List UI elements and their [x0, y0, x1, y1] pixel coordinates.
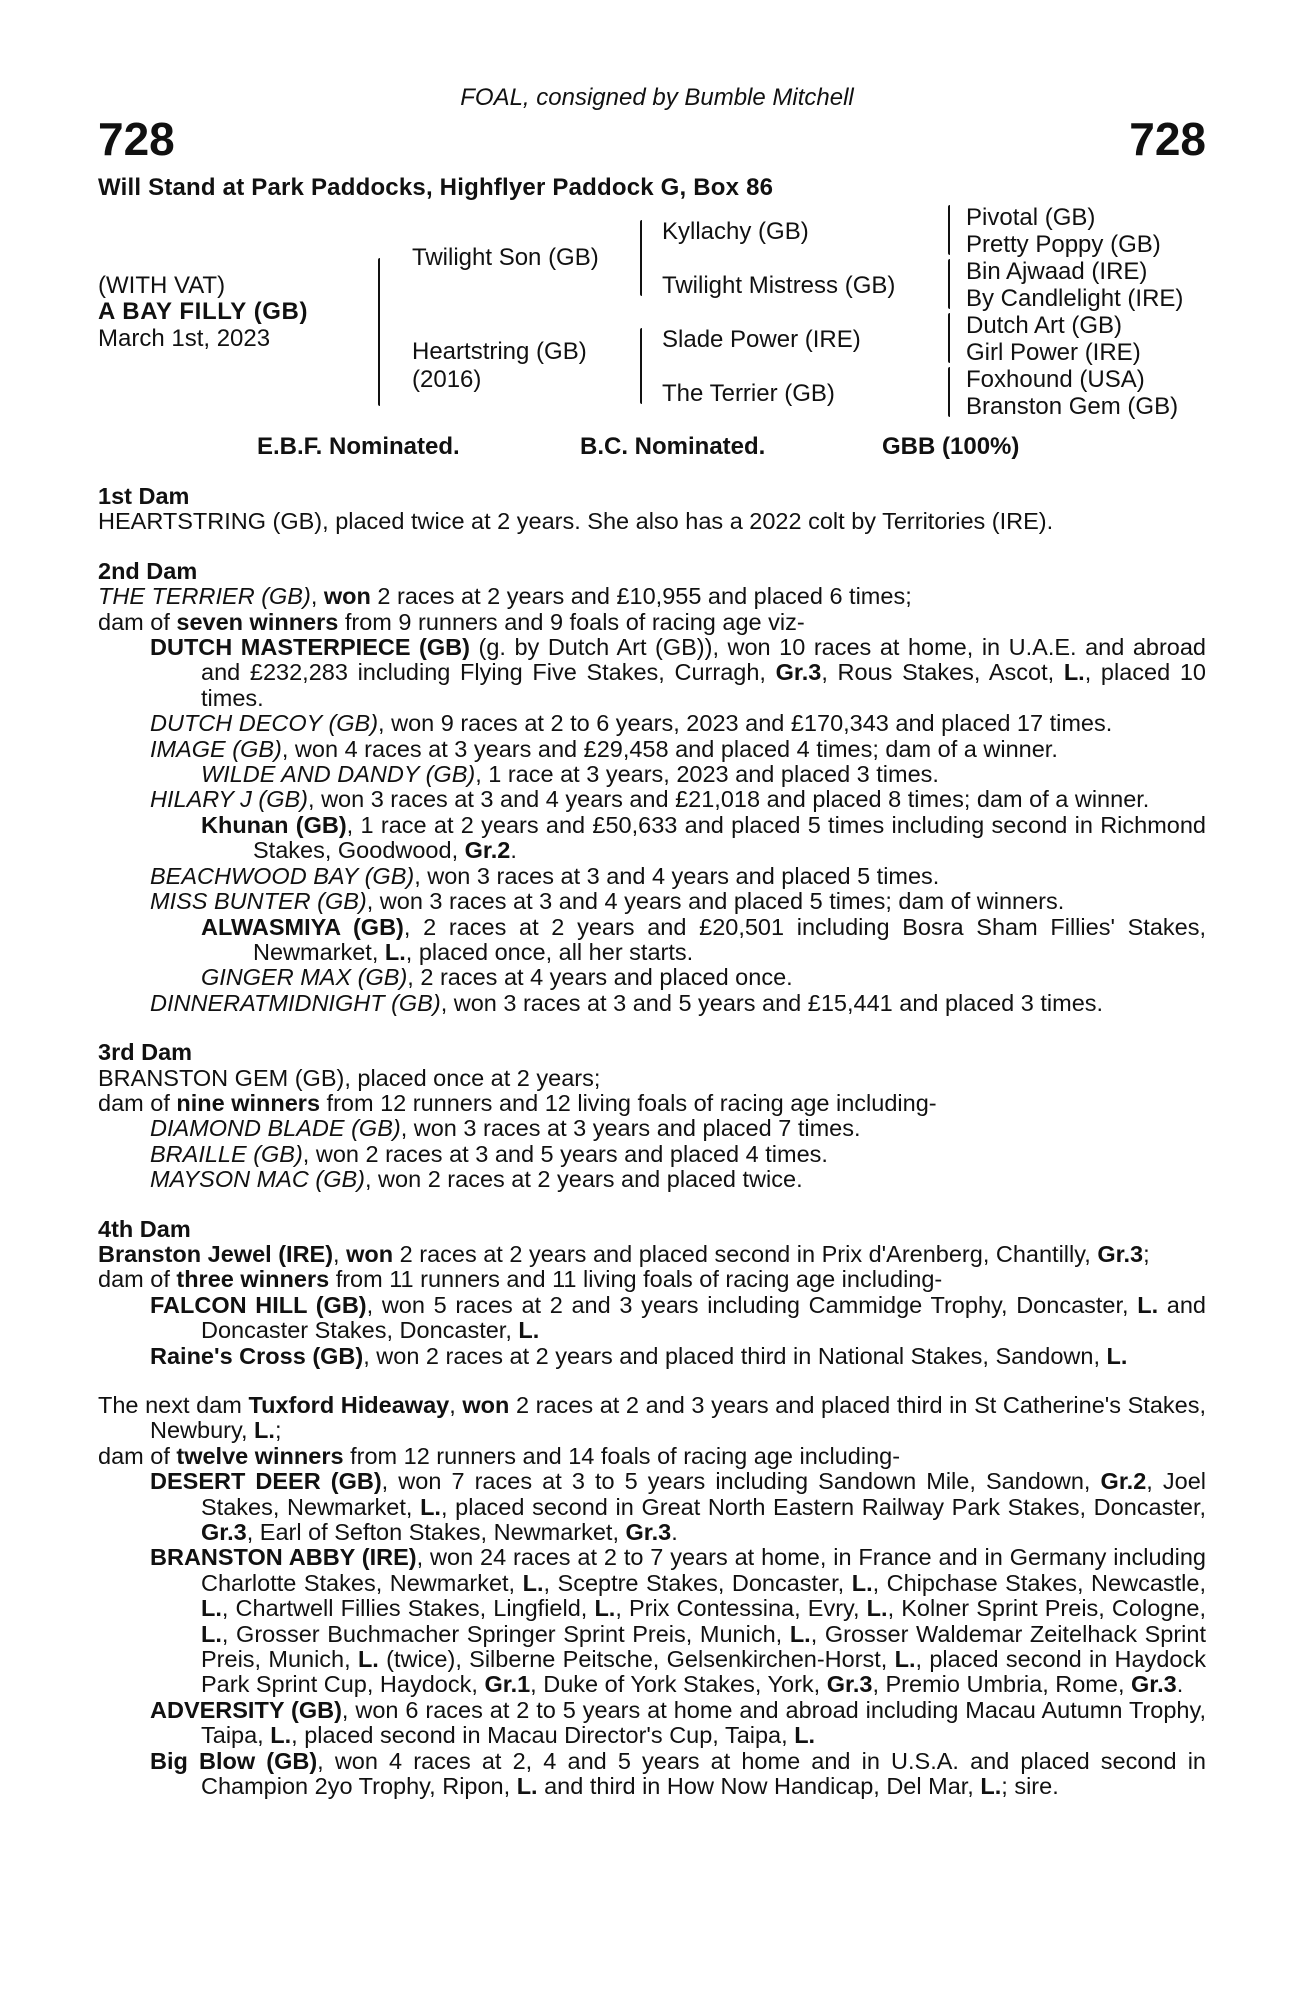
ancestor-sdd: By Candlelight (IRE): [966, 285, 1184, 312]
gbb-label: GBB (100%): [882, 433, 1020, 460]
produce-entry: ADVERSITY (GB), won 6 races at 2 to 5 years at home and abroad including Macau Autumn Trophy, Taipa, L., placed second in Macau Director's Cup, Taipa, L.: [150, 1696, 1207, 1749]
sire-dam: Twilight Mistress (GB): [662, 272, 896, 299]
produce-entry: DESERT DEER (GB), won 7 races at 3 to 5 years including Sandown Mile, Sandown, Gr.2, Joel Stakes, Newmarket, L., placed second in Great North Eastern Railway Park Stakes, Doncaster, Gr.3, Earl of Sefton Stakes, Newmarket, Gr.3.: [150, 1468, 1206, 1546]
produce-entry: MAYSON MAC (GB), won 2 races at 2 years and placed twice.: [150, 1166, 803, 1193]
ancestor-ssd: Pretty Poppy (GB): [966, 231, 1161, 258]
produce-entry: DUTCH MASTERPIECE (GB) (g. by Dutch Art (GB)), won 10 races at home, in U.A.E. and abroad and £232,283 including Flying Five Stakes, Curragh, Gr.3, Rous Stakes, Ascot, L., placed 10 times.: [150, 634, 1207, 711]
produce-entry: FALCON HILL (GB), won 5 races at 2 and 3 years including Cammidge Trophy, Doncaster, L. and Doncaster Stakes, Doncaster, L.: [150, 1291, 1206, 1344]
second-dam-produce-line: dam of seven winners from 9 runners and 9 foals of racing age viz-: [98, 608, 805, 635]
fourth-dam-section: [98, 1217, 1206, 1369]
next-dam-line: The next dam Tuxford Hideaway, won 2 races at 2 and 3 years and placed third in St Catherine's Stakes, Newbury, L.;: [98, 1392, 1206, 1444]
third-dam-heading: 3rd Dam: [98, 1039, 193, 1066]
third-dam-produce-line: dam of nine winners from 12 runners and 12 living foals of racing age including-: [98, 1089, 937, 1116]
produce-entry: BRANSTON ABBY (IRE), won 24 races at 2 to 7 years at home, in France and in Germany including Charlotte Stakes, Newmarket, L., Sceptre Stakes, Doncaster, L., Chipchase Stakes, Newcastle, L., Chartwell Fillies Stakes, Lingfield, L., Prix Contessina, Evry, L., Kolner Sprint Preis, Cologne, L., Grosser Buchmacher Springer Sprint Preis, Munich, L., Grosser Waldemar Zeitelhack Sprint Preis, Munich, L. (twice), Silberne Peitsche, Gelsenkirchen-Horst, L., placed second in Haydock Park Sprint Cup, Haydock, Gr.1, Duke of York Stakes, York, Gr.3, Premio Umbria, Rome, Gr.3.: [150, 1544, 1207, 1698]
sire-sire: Kyllachy (GB): [662, 218, 809, 245]
dam-name: Heartstring (GB): [412, 338, 587, 365]
brace-slade-power: [948, 313, 950, 363]
fourth-dam-heading: 4th Dam: [98, 1215, 191, 1242]
produce-entry: BEACHWOOD BAY (GB), won 3 races at 3 and 4 years and placed 5 times.: [150, 862, 940, 889]
next-dam-produce-line: dam of twelve winners from 12 runners and 14 foals of racing age including-: [98, 1442, 901, 1469]
dam-dam: The Terrier (GB): [662, 380, 835, 407]
produce-entry: Raine's Cross (GB), won 2 races at 2 years and placed third in National Stakes, Sandown, L.: [150, 1342, 1128, 1369]
produce-entry: DINNERATMIDNIGHT (GB), won 3 races at 3 and 5 years and £15,441 and placed 3 times.: [150, 989, 1104, 1016]
produce-entry: DUTCH DECOY (GB), won 9 races at 2 to 6 years, 2023 and £170,343 and placed 17 times.: [150, 710, 1113, 737]
brace-twilight-mistress: [948, 259, 950, 309]
first-dam-text: HEARTSTRING (GB), placed twice at 2 years. She also has a 2022 colt by Territories (IRE).: [98, 508, 1054, 535]
fourth-dam-line: Branston Jewel (IRE), won 2 races at 2 years and placed second in Prix d'Arenberg, Chantilly, Gr.3;: [98, 1240, 1150, 1267]
lot-number-left: 728: [98, 113, 175, 165]
main-brace: [378, 258, 380, 406]
produce-entry: BRAILLE (GB), won 2 races at 3 and 5 years and placed 4 times.: [150, 1140, 828, 1167]
foaling-date: March 1st, 2023: [98, 325, 271, 352]
vat-label: (WITH VAT): [98, 272, 226, 299]
catalogue-body: [98, 484, 1206, 1800]
second-dam-line: THE TERRIER (GB), won 2 races at 2 years and £10,955 and placed 6 times;: [98, 583, 912, 610]
fourth-dam-produce-line: dam of three winners from 11 runners and 11 living foals of racing age including-: [98, 1266, 943, 1293]
sire-brace: [640, 220, 642, 296]
produce-entry: HILARY J (GB), won 3 races at 3 and 4 years and £21,018 and placed 8 times; dam of a winner.: [150, 786, 1150, 813]
produce-entry: Khunan (GB), 1 race at 2 years and £50,633 and placed 5 times including second in Richmond Stakes, Goodwood, Gr.2.: [201, 811, 1207, 864]
first-dam-section: [98, 484, 1206, 535]
ancestor-dsd: Girl Power (IRE): [966, 339, 1141, 366]
brace-the-terrier: [948, 367, 950, 417]
brace-kyllachy: [948, 205, 950, 255]
ebf-nomination: E.B.F. Nominated.: [257, 433, 460, 460]
third-dam-section: [98, 1040, 1206, 1192]
dam-sire: Slade Power (IRE): [662, 326, 861, 353]
dam-year: (2016): [412, 366, 482, 393]
lot-number-right: 728: [1129, 113, 1206, 165]
horse-name: A BAY FILLY (GB): [98, 298, 309, 325]
stand-location: Will Stand at Park Paddocks, Highflyer Paddock G, Box 86: [98, 174, 774, 201]
second-dam-heading: 2nd Dam: [98, 557, 198, 584]
ancestor-sss: Pivotal (GB): [966, 204, 1096, 231]
ancestor-sds: Bin Ajwaad (IRE): [966, 258, 1148, 285]
ancestor-ddd: Branston Gem (GB): [966, 393, 1179, 420]
ancestor-dds: Foxhound (USA): [966, 366, 1145, 393]
sire-name: Twilight Son (GB): [412, 244, 599, 271]
second-dam-section: [98, 559, 1206, 1016]
consignor-line: FOAL, consigned by Bumble Mitchell: [460, 84, 854, 111]
ancestor-dss: Dutch Art (GB): [966, 312, 1123, 339]
bc-nomination: B.C. Nominated.: [580, 433, 766, 460]
produce-entry: IMAGE (GB), won 4 races at 3 years and £29,458 and placed 4 times; dam of a winner.: [150, 735, 1058, 762]
next-dam-section: [98, 1393, 1206, 1800]
third-dam-line: BRANSTON GEM (GB), placed once at 2 years;: [98, 1064, 601, 1091]
produce-entry: Big Blow (GB), won 4 races at 2, 4 and 5 years at home and in U.S.A. and placed second in Champion 2yo Trophy, Ripon, L. and third in How Now Handicap, Del Mar, L.; sire.: [150, 1747, 1206, 1800]
dam-brace: [640, 328, 642, 404]
produce-entry: GINGER MAX (GB), 2 races at 4 years and placed once.: [201, 964, 793, 991]
produce-entry: DIAMOND BLADE (GB), won 3 races at 3 years and placed 7 times.: [150, 1115, 861, 1142]
produce-entry: WILDE AND DANDY (GB), 1 race at 3 years, 2023 and placed 3 times.: [201, 761, 939, 788]
produce-entry: MISS BUNTER (GB), won 3 races at 3 and 4 years and placed 5 times; dam of winners.: [150, 888, 1065, 915]
first-dam-heading: 1st Dam: [98, 483, 190, 509]
produce-entry: ALWASMIYA (GB), 2 races at 2 years and £20,501 including Bosra Sham Fillies' Stakes, Newmarket, L., placed once, all her starts.: [201, 913, 1206, 965]
